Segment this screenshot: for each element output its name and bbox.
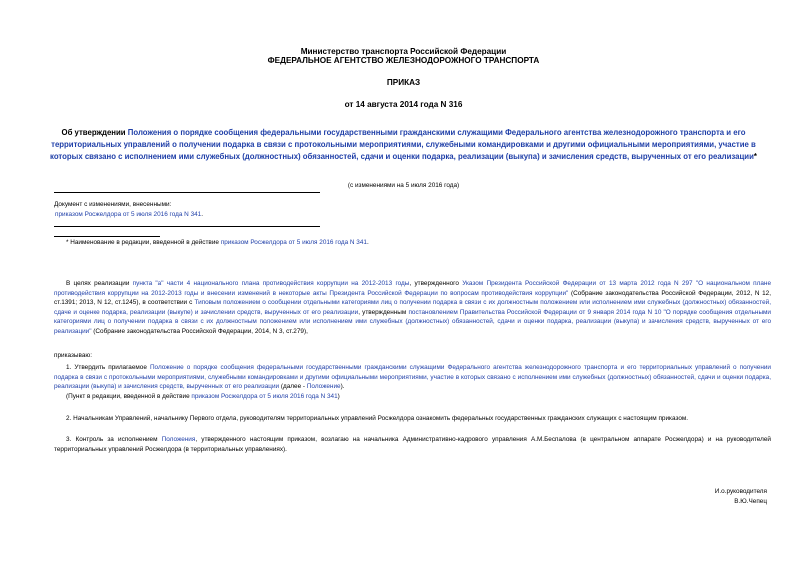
regulation-short-link[interactable]: Положение	[306, 383, 341, 390]
doc-date-number: от 14 августа 2014 года N 316	[344, 100, 463, 109]
signature-name: В.Ю.Чепец	[734, 497, 767, 505]
item-3: 3. Контроль за исполнением Положения, утвержденного настоящим приказом, возлагаю на начальника Административно-кадрового управления А.М.Беспалова (в центральном аппарате Росжелдора) и на руководителей территориальных управлений Росжелдора (в территориальных управлениях).	[54, 436, 771, 453]
footnote-order-link[interactable]: приказом Росжелдора от 5 июля 2016 года N 341	[220, 239, 367, 246]
preamble-paragraph: В целях реализации пункта "а" части 4 национального плана противодействия коррупции на 2012-2013 годы, утвержденного Указом Президента Российской Федерации от 13 марта 2012 года N 297 "О национальном плане противодействия коррупции на 2012-2013 годы и внесении изменений в некоторые акты Президента Российской Федерации по вопросам противодействия коррупции" (Собрание законодательства Российской Федерации, 2012, N 12, ст.1391; 2013, N 12, ст.1245), в соответствии с Типовым положением о сообщении отдельными категориями лиц о получении подарка в связи с их должностным положением или исполнением ими служебных (должностных) обязанностей, сдаче и оценке подарка, реализации (выкупе) и зачислении средств, вырученных от его реализации, утвержденным постановлением Правительства Российской Федерации от 9 января 2014 года N 10 "О порядке сообщения отдельными категориями лиц о получении подарка в связи с их должностным положением или исполнением ими служебных (должностных) обязанностей, сдачи и оценки подарка, реализации (выкупа) и зачисления средств, вырученных от его реализации" (Собрание законодательства Российской Федерации, 2014, N 3, ст.279),	[54, 280, 772, 335]
item-2: 2. Начальникам Управлений, начальнику Первого отдела, руководителям территориальных управлений Росжелдора ознакомить федеральных государственных гражданских служащих с настоящим приказом.	[66, 415, 689, 422]
regulation-ref-link[interactable]: Положения	[161, 436, 196, 443]
national-plan-link[interactable]: пункта "а" части 4 национального плана противодействия коррупции на 2012-2013 годы	[132, 280, 410, 287]
document-title: Об утверждении Положения о порядке сообщения федеральными государственными гражданскими служащими Федерального агентства железнодорожного транспорта и его территориальных управлений о получении подарка в связи с протокольными мероприятиями, служебными командировками и другими официальными мероприятиями, участие в которых связано с исполнением ими служебных (должностных) обязанностей, сдачи и оценки подарка, реализации (выкупа) и зачисления средств, вырученных от его реализации*	[50, 128, 757, 161]
changes-label: Документ с изменениями, внесенными:	[54, 201, 172, 208]
changes-box: Документ с изменениями, внесенными: приказом Росжелдора от 5 июля 2016 года N 341.	[54, 200, 324, 219]
item-note-order-link[interactable]: приказом Росжелдора от 5 июля 2016 года N 341	[191, 393, 338, 400]
signature-position: И.о.руководителя	[714, 488, 767, 495]
footnote: * Наименование в редакции, введенной в действие приказом Росжелдора от 5 июля 2016 года N 341.	[66, 239, 369, 246]
typical-regulation-link[interactable]: Типовым положением о сообщении отдельными категориями лиц о получении подарка в связи с их должностным положением или исполнением ими служебных (должностных) обязанностей, сдаче и оценке подарка, реализации (выкупе) и зачислении средств, вырученных от его реализации	[54, 299, 771, 316]
item-1-note: (Пункт в редакции, введенной в действие приказом Росжелдора от 5 июля 2016 года N 341)	[66, 393, 340, 400]
divider	[54, 226, 320, 227]
divider	[54, 192, 320, 193]
government-resolution-link[interactable]: постановлением Правительства Российской Федерации от 9 января 2014 года N 10 "О порядке сообщения отдельными категориями лиц о получении подарка в связи с их должностным положением или исполнением ими служебных (должностных) обязанностей, сдачи и оценки подарка, реализации (выкупа) и зачисления средств, вырученных от его реализации"	[54, 308, 771, 335]
footnote-divider	[54, 236, 160, 237]
item-1: 1. Утвердить прилагаемое Положение о порядке сообщения федеральными государственными гражданскими служащими Федерального агентства железнодорожного транспорта и его территориальных управлений о получении подарка в связи с протокольными мероприятиями, служебными командировками и другими официальными мероприятиями, участие в которых связано с исполнением ими служебных (должностных) обязанностей, сдачи и оценки подарка, реализации (выкупа) и зачисления средств, вырученных от его реализации (далее - Положение).	[54, 364, 771, 390]
presidential-decree-link[interactable]: Указом Президента Российской Федерации от 13 марта 2012 года N 297 "О национальном плане противодействия коррупции на 2012-2013 годы и внесении изменений в некоторые акты Президента Российской Федерации по вопросам противодействия коррупции"	[54, 280, 772, 297]
signature-block	[715, 487, 767, 506]
order-word: приказываю:	[54, 352, 92, 359]
ministry-name: Министерство транспорта Российской Федерации	[300, 47, 507, 56]
regulation-link[interactable]: Положение о порядке сообщения федеральными государственными гражданскими служащими Федерального агентства железнодорожного транспорта и его территориальных управлений о получении подарка в связи с протокольными мероприятиями, служебными командировками и другими официальными мероприятиями, участие в которых связано с исполнением ими служебных (должностных) обязанностей, сдачи и оценки подарка, реализации (выкупа) и зачисления средств, вырученных от его реализации	[54, 364, 771, 390]
changes-order-link[interactable]: приказом Росжелдора от 5 июля 2016 года N 341	[55, 210, 202, 218]
title-regulation-link[interactable]: Положения о порядке сообщения федеральными государственными гражданскими служащими Федерального агентства железнодорожного транспорта и его территориальных управлений о получении подарка в связи с протокольными мероприятиями, служебными командировками и другими официальными мероприятиями, участие в которых связано с исполнением ими служебных (должностных) обязанностей, сдачи и оценки подарка, реализации (выкупа) и зачисления средств, вырученных от его реализации	[50, 128, 756, 161]
doc-type: ПРИКАЗ	[386, 78, 421, 87]
document-header	[0, 47, 807, 65]
agency-name: ФЕДЕРАЛЬНОЕ АГЕНТСТВО ЖЕЛЕЗНОДОРОЖНОГО ТРАНСПОРТА	[267, 56, 540, 65]
amendment-note: (с изменениями на 5 июля 2016 года)	[347, 182, 460, 189]
